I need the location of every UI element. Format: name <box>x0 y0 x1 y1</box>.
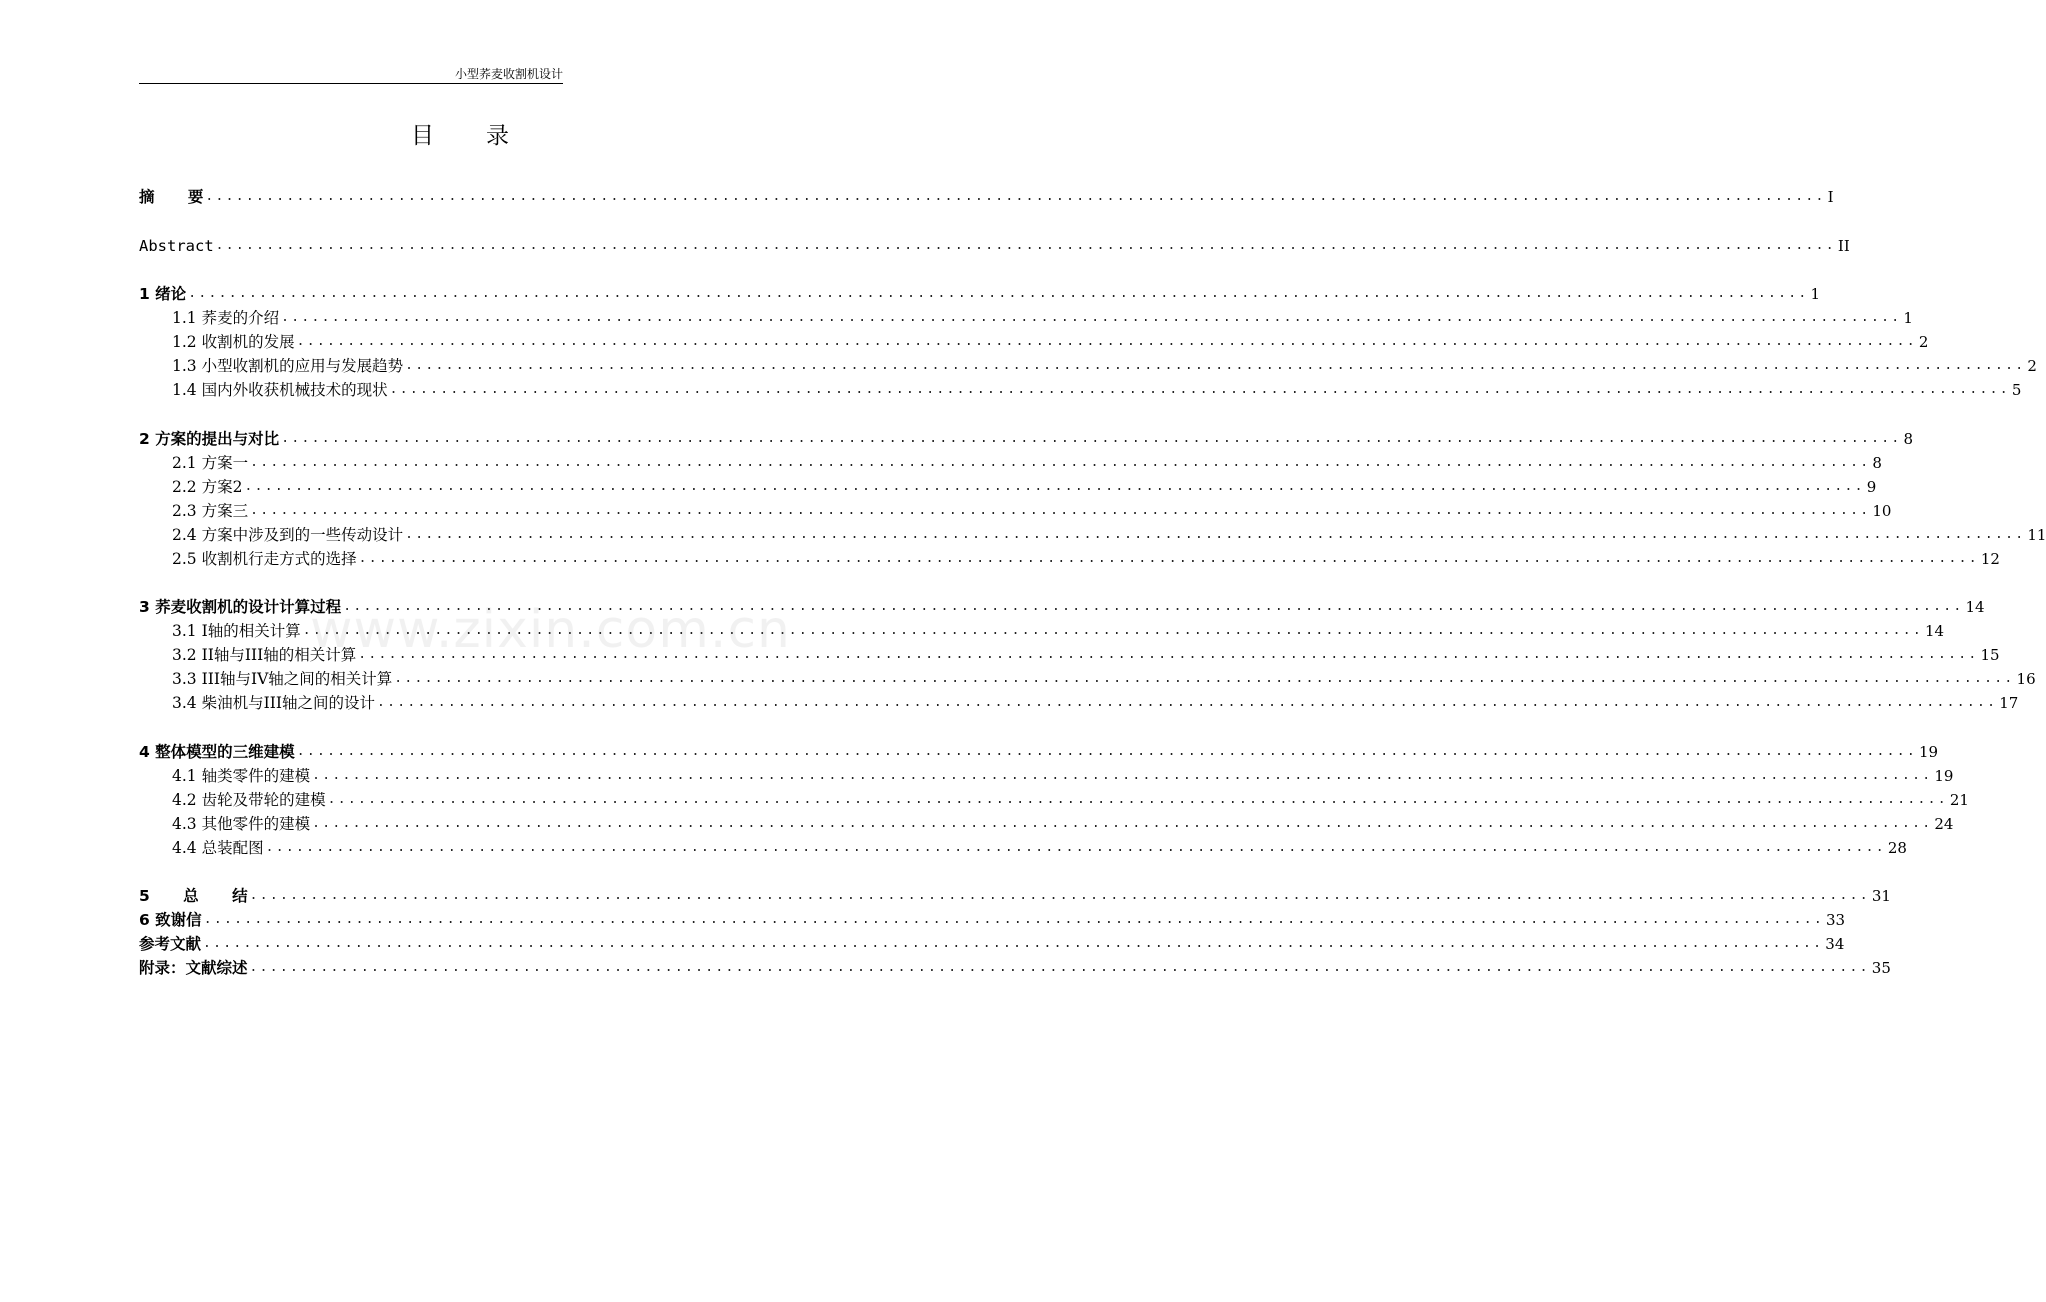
toc-entry-label: 参考文献 <box>139 935 202 953</box>
toc-entry-page: 14 <box>1924 622 1945 640</box>
toc-entry-page: 16 <box>2016 670 2036 688</box>
dot-leader: ................................................................................................................................................................ <box>394 671 2015 686</box>
toc-title: 目录 <box>411 123 561 149</box>
toc-entry-label: 2.5 收割机行走方式的选择 <box>172 550 357 568</box>
toc-entry-label: 5 总 结 <box>139 887 248 905</box>
dot-leader: ................................................................................................................................................................ <box>389 382 2010 397</box>
toc-entry-section-1-2[interactable] <box>172 330 1929 352</box>
toc-entry-page: 35 <box>1871 959 1891 977</box>
toc-entry-page: 14 <box>1965 598 1985 616</box>
toc-entry-page: 33 <box>1825 911 1846 929</box>
toc-entry-label: Abstract <box>139 237 214 255</box>
toc-entry-section-3-3[interactable] <box>172 667 2036 689</box>
toc-entry-page: 12 <box>1980 550 2000 568</box>
toc-entry-page: 10 <box>1872 502 1892 520</box>
dot-leader: ................................................................................................................................................................ <box>203 912 1824 927</box>
dot-leader: ................................................................................................................................................................ <box>358 647 1979 662</box>
toc-entry-page: 2 <box>2027 357 2037 375</box>
toc-entry-section-4-2[interactable] <box>172 788 1969 810</box>
toc-entry-page: I <box>1827 188 1834 206</box>
toc-entry-page: 21 <box>1949 791 1969 809</box>
toc-entry-label: 摘 要 <box>139 188 204 206</box>
dot-leader: ................................................................................................................................................................ <box>405 358 2026 373</box>
toc-entry-section-1-4[interactable] <box>172 378 2022 400</box>
toc-entry-label: 2.1 方案一 <box>172 454 249 472</box>
toc-entry-chapter-1[interactable] <box>139 282 1820 304</box>
toc-entry-label: 4.4 总装配图 <box>172 839 264 857</box>
toc-entry-label: 1.1 荞麦的介绍 <box>172 309 280 327</box>
toc-entry-label: 3.2 II轴与III轴的相关计算 <box>172 646 357 664</box>
toc-entry-section-2-1[interactable] <box>172 451 1882 473</box>
toc-entry-label: 2.3 方案三 <box>172 502 249 520</box>
dot-leader: ................................................................................................................................................................ <box>188 286 1809 301</box>
dot-leader: ................................................................................................................................................................ <box>405 527 2026 542</box>
toc-entry-section-4-1[interactable] <box>172 764 1954 786</box>
toc-entry-section-1-1[interactable] <box>172 306 1913 328</box>
toc-entry-page: 5 <box>2011 381 2022 399</box>
dot-leader: ................................................................................................................................................................ <box>296 334 1917 349</box>
toc-entry-page: 11 <box>2027 526 2046 544</box>
dot-leader: ................................................................................................................................................................ <box>312 768 1933 783</box>
dot-leader: ................................................................................................................................................................ <box>215 238 1836 253</box>
toc-entry-label: 6 致谢信 <box>139 911 202 929</box>
toc-entry-page: 8 <box>1903 430 1913 448</box>
dot-leader: ................................................................................................................................................................ <box>205 189 1826 204</box>
toc-entry-page: 24 <box>1934 815 1954 833</box>
dot-leader: ................................................................................................................................................................ <box>249 888 1870 903</box>
dot-leader: ................................................................................................................................................................ <box>296 744 1917 759</box>
toc-entry-label: 1 绪论 <box>139 285 187 303</box>
toc-entry-label: 2 方案的提出与对比 <box>139 430 280 448</box>
toc-entry-page: 2 <box>1918 333 1929 351</box>
toc-entry-label: 4.1 轴类零件的建模 <box>172 767 311 785</box>
watermark: www.zixin.com.cn <box>310 600 791 660</box>
toc-entry-abstract-cn[interactable] <box>139 185 1834 207</box>
dot-leader: ................................................................................................................................................................ <box>244 479 1865 494</box>
toc-entry-label: 3.4 柴油机与III轴之间的设计 <box>172 694 375 712</box>
dot-leader: ................................................................................................................................................................ <box>327 792 1948 807</box>
dot-leader: ................................................................................................................................................................ <box>302 623 1923 638</box>
toc-entry-chapter-6[interactable] <box>139 908 1846 930</box>
toc-entry-label: 1.2 收割机的发展 <box>172 333 295 351</box>
toc-entry-label: 1.3 小型收割机的应用与发展趋势 <box>172 357 404 375</box>
toc-entry-page: 17 <box>1999 694 2019 712</box>
dot-leader: ................................................................................................................................................................ <box>312 816 1933 831</box>
dot-leader: ................................................................................................................................................................ <box>203 936 1824 951</box>
dot-leader: ................................................................................................................................................................ <box>281 431 1902 446</box>
toc-entry-page: 19 <box>1934 767 1954 785</box>
toc-entry-page: 8 <box>1872 454 1882 472</box>
toc-entry-page: 9 <box>1866 478 1877 496</box>
toc-entry-label: 4.3 其他零件的建模 <box>172 815 311 833</box>
toc-entry-section-2-2[interactable] <box>172 475 1877 497</box>
toc-entry-label: 4.2 齿轮及带轮的建模 <box>172 791 326 809</box>
toc-entry-page: 1 <box>1810 285 1820 303</box>
toc-entry-label: 附录：文献综述 <box>139 959 248 977</box>
dot-leader: ................................................................................................................................................................ <box>265 840 1886 855</box>
toc-entry-chapter-3[interactable] <box>139 595 1985 617</box>
toc-entry-label: 2.2 方案2 <box>172 478 243 496</box>
dot-leader: ................................................................................................................................................................ <box>281 310 1902 325</box>
toc-entry-section-3-4[interactable] <box>172 691 2019 713</box>
toc-entry-label: 3 荞麦收割机的设计计算过程 <box>139 598 342 616</box>
toc-entry-references[interactable] <box>139 932 1845 954</box>
dot-leader: ................................................................................................................................................................ <box>249 960 1870 975</box>
toc-entry-page: 28 <box>1887 839 1907 857</box>
dot-leader: ................................................................................................................................................................ <box>250 455 1871 470</box>
toc-entry-chapter-4[interactable] <box>139 740 1939 762</box>
toc-entry-section-2-5[interactable] <box>172 547 2000 569</box>
toc-entry-page: 31 <box>1871 887 1891 905</box>
toc-entry-page: II <box>1837 237 1850 255</box>
toc-entry-chapter-2[interactable] <box>139 427 1913 449</box>
toc-entry-section-3-1[interactable] <box>172 619 1945 641</box>
dot-leader: ................................................................................................................................................................ <box>250 503 1871 518</box>
toc-entry-page: 34 <box>1825 935 1845 953</box>
toc-entry-appendix[interactable] <box>139 956 1891 978</box>
toc-entry-abstract-en[interactable] <box>139 234 1850 256</box>
toc-entry-label: 4 整体模型的三维建模 <box>139 743 295 761</box>
toc-entry-label: 3.3 III轴与IV轴之间的相关计算 <box>172 670 393 688</box>
running-header: 小型荞麦收割机设计 <box>139 66 563 84</box>
toc-entry-chapter-5[interactable] <box>139 884 1891 906</box>
toc-entry-page: 15 <box>1980 646 2000 664</box>
toc-entry-label: 2.4 方案中涉及到的一些传动设计 <box>172 526 404 544</box>
toc-entry-section-3-2[interactable] <box>172 643 2000 665</box>
dot-leader: ................................................................................................................................................................ <box>376 695 1998 710</box>
toc-entry-page: 1 <box>1903 309 1913 327</box>
dot-leader: ................................................................................................................................................................ <box>343 599 1964 614</box>
dot-leader: ................................................................................................................................................................ <box>358 551 1979 566</box>
toc-entry-section-2-4[interactable] <box>172 523 2046 545</box>
toc-entry-label: 1.4 国内外收获机械技术的现状 <box>172 381 388 399</box>
toc-entry-section-2-3[interactable] <box>172 499 1892 521</box>
toc-entry-section-1-3[interactable] <box>172 354 2037 376</box>
toc-entry-page: 19 <box>1918 743 1939 761</box>
toc-entry-section-4-4[interactable] <box>172 836 1907 858</box>
toc-entry-label: 3.1 I轴的相关计算 <box>172 622 301 640</box>
toc-entry-section-4-3[interactable] <box>172 812 1954 834</box>
